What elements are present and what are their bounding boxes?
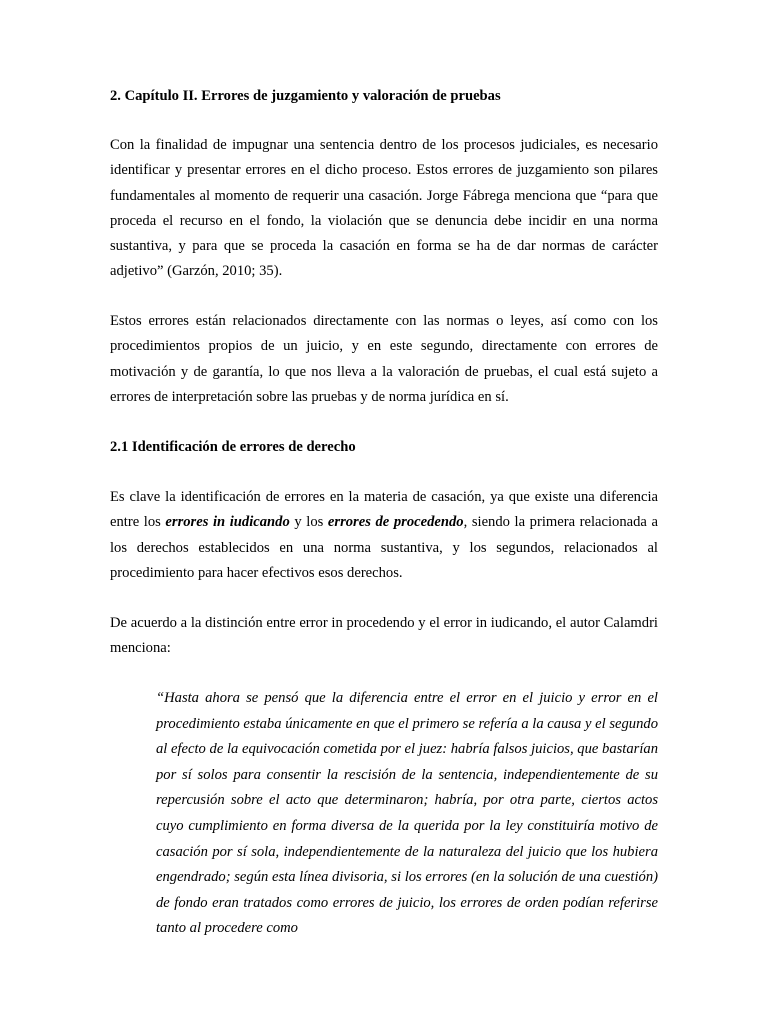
subsection-title: 2.1 Identificación de errores de derecho — [110, 439, 356, 455]
paragraph-3-text-2: y los — [289, 514, 328, 531]
section-title: 2. Capítulo II. Errores de juzgamiento y valoración de pruebas — [110, 88, 501, 104]
errores-in-iudicando-emphasis: errores in iudicando — [165, 514, 290, 531]
paragraph-4: De acuerdo a la distinción entre error in procedendo y el error in iudicando, el autor Calamdri menciona: — [110, 615, 658, 657]
paragraph-3-text-3: , siendo la primera relacionada a los derechos establecidos en una norma sustantiva, y los segundos, relacionados al procedimiento para hacer efectivos esos derechos. — [110, 514, 658, 581]
paragraph-3 — [110, 485, 658, 586]
errores-de-procedendo-emphasis: errores de procedendo — [327, 514, 464, 531]
paragraph-1: Con la finalidad de impugnar una sentencia dentro de los procesos judiciales, es necesario identificar y presentar errores en el dicho proceso. Estos errores de juzgamiento son pilares fundamentales al momento de requerir una casación. Jorge Fábrega menciona que “para que proceda el recurso en el fondo, la violación que se denuncia debe incidir en una norma sustantiva, y para que se proceda la casación en forma se ha de dar normas de carácter adjetivo” (Garzón, 2010; 35). — [110, 137, 658, 280]
block-quote: “Hasta ahora se pensó que la diferencia entre el error en el juicio y error en el procedimiento estaba únicamente en que el primero se refería a la causa y el segundo al efecto de la equivocación cometida por el juez: habría falsos juicios, que bastarían por sí solos para consentir la rescisión de la sentencia, independientemente de su repercusión sobre el acto que determinaron; habría, por otra parte, ciertos actos cuyo cumplimiento en forma diversa de la querida por la ley constituiría motivo de casación por sí sola, independientemente de la naturaleza del juicio que los hubiera engendrado; según esta línea divisoria, si los errores (en la solución de una cuestión) de fondo eran tratados como errores de juicio, los errores de orden podían referirse tanto al procedere como — [156, 690, 658, 937]
paragraph-2: Estos errores están relacionados directamente con las normas o leyes, así como con los procedimientos propios de un juicio, y en este segundo, directamente con errores de motivación y de garantía, lo que nos lleva a la valoración de pruebas, el cual está sujeto a errores de interpretación sobre las pruebas y de norma jurídica en sí. — [110, 313, 658, 405]
paragraph-3-text-1: Es clave la identificación de errores en la materia de casación, ya que existe una diferencia entre los — [110, 489, 658, 531]
